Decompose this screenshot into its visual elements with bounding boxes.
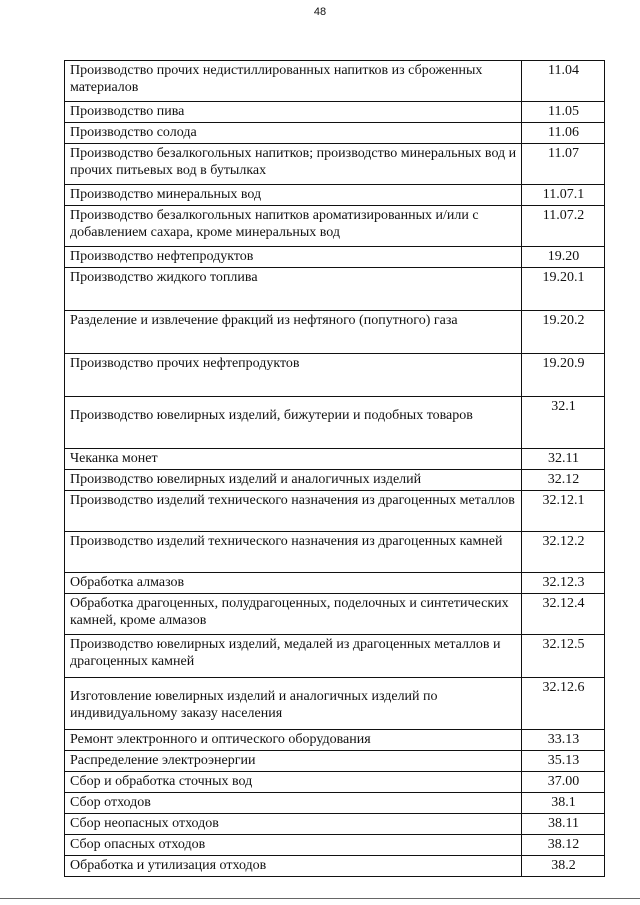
table-row (65, 793, 605, 814)
activity-name: Сбор и обработка сточных вод (65, 772, 522, 793)
activity-name: Производство безалкогольных напитков ароматизированных и/или с добавлением сахара, кроме минеральных вод (65, 206, 522, 247)
activity-name: Производство ювелирных изделий, медалей из драгоценных металлов и драгоценных камней (65, 635, 522, 678)
activity-name: Изготовление ювелирных изделий и аналогичных изделий по индивидуальному заказу населения (65, 678, 522, 730)
activity-code: 32.12 (522, 470, 605, 491)
table-row (65, 268, 605, 311)
activity-code: 11.07.1 (522, 185, 605, 206)
activity-name: Сбор неопасных отходов (65, 814, 522, 835)
activity-code: 11.05 (522, 102, 605, 123)
activity-name: Производство ювелирных изделий, бижутерии и подобных товаров (65, 397, 522, 449)
activity-code: 32.1 (522, 397, 605, 449)
activity-code: 37.00 (522, 772, 605, 793)
activity-code: 11.06 (522, 123, 605, 144)
table-row (65, 856, 605, 877)
table-row (65, 102, 605, 123)
table-row (65, 532, 605, 573)
table-row (65, 247, 605, 268)
activity-name: Производство безалкогольных напитков; производство минеральных вод и прочих питьевых вод в бутылках (65, 144, 522, 185)
activity-code: 32.12.3 (522, 573, 605, 594)
activity-code: 32.12.5 (522, 635, 605, 678)
table-row (65, 144, 605, 185)
activity-code: 19.20.9 (522, 354, 605, 397)
table-row (65, 835, 605, 856)
table-row (65, 123, 605, 144)
activity-name: Обработка алмазов (65, 573, 522, 594)
activity-name: Производство прочих недистиллированных напитков из сброженных материалов (65, 61, 522, 102)
activity-code: 38.11 (522, 814, 605, 835)
table-row (65, 449, 605, 470)
activity-name: Производство изделий технического назначения из драгоценных камней (65, 532, 522, 573)
activity-name: Сбор опасных отходов (65, 835, 522, 856)
activity-code: 32.12.2 (522, 532, 605, 573)
activity-codes-table (64, 60, 605, 877)
activity-name: Производство минеральных вод (65, 185, 522, 206)
table-row (65, 594, 605, 635)
activity-code: 38.1 (522, 793, 605, 814)
table-row (65, 470, 605, 491)
page-bottom-edge (0, 898, 640, 899)
activity-name: Обработка драгоценных, полудрагоценных, поделочных и синтетических камней, кроме алмазов (65, 594, 522, 635)
activity-code: 35.13 (522, 751, 605, 772)
table-row (65, 185, 605, 206)
activity-code: 32.12.1 (522, 491, 605, 532)
table-row (65, 635, 605, 678)
activity-name: Ремонт электронного и оптического оборудования (65, 730, 522, 751)
activity-code: 38.2 (522, 856, 605, 877)
activity-code: 38.12 (522, 835, 605, 856)
table-row (65, 311, 605, 354)
activity-name: Производство ювелирных изделий и аналогичных изделий (65, 470, 522, 491)
activity-name: Сбор отходов (65, 793, 522, 814)
table-row (65, 730, 605, 751)
activity-code: 33.13 (522, 730, 605, 751)
table-row (65, 814, 605, 835)
activity-code: 19.20.1 (522, 268, 605, 311)
activity-code: 32.12.4 (522, 594, 605, 635)
table-row (65, 397, 605, 449)
table-row (65, 772, 605, 793)
activity-name: Производство изделий технического назначения из драгоценных металлов (65, 491, 522, 532)
activity-code: 11.07 (522, 144, 605, 185)
table-row (65, 206, 605, 247)
table-row (65, 573, 605, 594)
table-row (65, 678, 605, 730)
activity-name: Производство жидкого топлива (65, 268, 522, 311)
activity-code: 11.07.2 (522, 206, 605, 247)
activity-name: Чеканка монет (65, 449, 522, 470)
activity-code: 19.20.2 (522, 311, 605, 354)
table-row (65, 61, 605, 102)
activity-code: 11.04 (522, 61, 605, 102)
activity-name: Разделение и извлечение фракций из нефтяного (попутного) газа (65, 311, 522, 354)
activity-code: 32.12.6 (522, 678, 605, 730)
activity-name: Производство прочих нефтепродуктов (65, 354, 522, 397)
table-row (65, 354, 605, 397)
page-number: 48 (313, 6, 327, 18)
activity-name: Производство солода (65, 123, 522, 144)
table-row (65, 751, 605, 772)
activity-code: 32.11 (522, 449, 605, 470)
activity-code: 19.20 (522, 247, 605, 268)
activity-name: Распределение электроэнергии (65, 751, 522, 772)
table-row (65, 491, 605, 532)
activity-name: Производство пива (65, 102, 522, 123)
activity-name: Производство нефтепродуктов (65, 247, 522, 268)
activity-name: Обработка и утилизация отходов (65, 856, 522, 877)
